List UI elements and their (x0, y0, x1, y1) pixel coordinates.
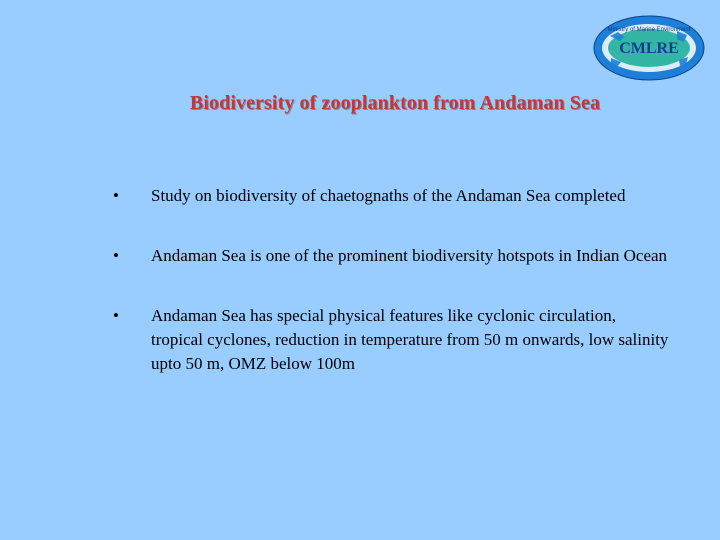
logo-center-text: CMLRE (619, 40, 679, 57)
bullet-marker: • (113, 246, 119, 265)
logo-ring-text: Ministry of Marine Environment (607, 27, 691, 33)
bullet-text: Andaman Sea is one of the prominent biodiversity hotspots in Indian Ocean (151, 246, 668, 265)
slide-title: Biodiversity of zooplankton from Andaman Sea (189, 92, 601, 114)
bullet-marker: • (113, 186, 119, 205)
bullet-text: Study on biodiversity of chaetognaths of the Andaman Sea completed (151, 186, 626, 205)
bullet-marker: • (113, 306, 119, 325)
bullet-text: Andaman Sea has special physical features like cyclonic circulation, tropical cyclones, reduction in temperature from 50 m onwards, low salinity upto 50 m, OMZ below 100m (151, 306, 669, 373)
